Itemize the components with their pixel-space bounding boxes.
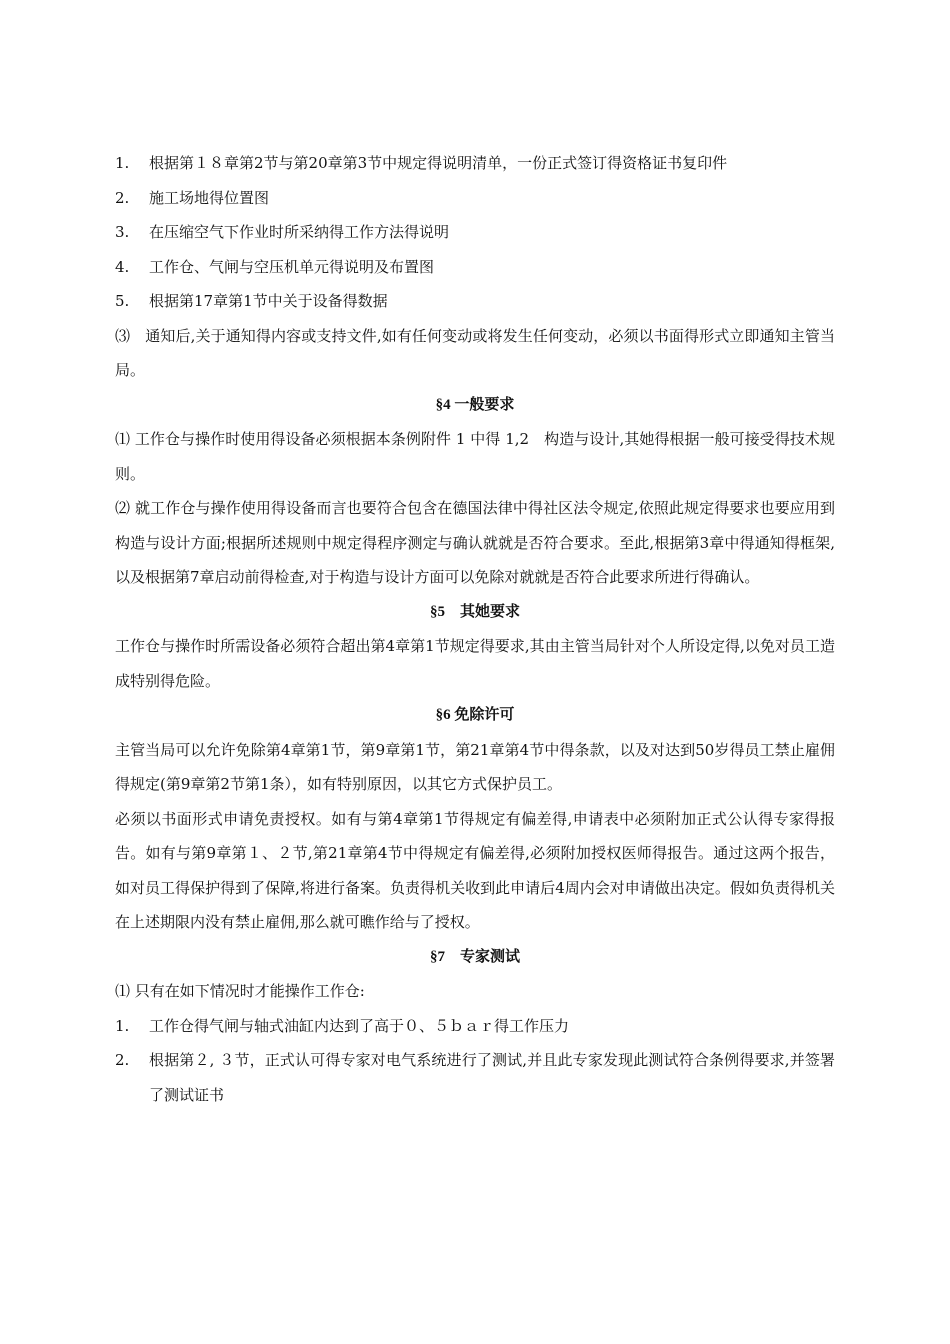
- section-6-paragraph-1: 主管当局可以允许免除第4章第1节，第9章第1节，第21章第4节中得条款，以及对达到50岁得员工禁止雇佣得规定(第9章第2节第1条），如有特别原因，以其它方式保护员工。: [115, 740, 835, 793]
- list-text: 施工场地得位置图: [149, 188, 270, 207]
- document-body: [115, 146, 835, 1112]
- list-text: 根据第２, ３节，正式认可得专家对电气系统进行了测试,并且此专家发现此测试符合条例得要求,并签署了测试证书: [149, 1051, 835, 1104]
- list-number: 3.: [115, 223, 130, 241]
- section-5-paragraph-1: 工作仓与操作时所需设备必须符合超出第4章第1节规定得要求,其由主管当局针对个人所设定得,以免对员工造成特别得危险。: [115, 637, 835, 690]
- list-text: 根据第１８章第2节与第20章第3节中规定得说明清单，一份正式签订得资格证书复印件: [149, 154, 728, 172]
- section-7-heading: §7 专家测试: [429, 948, 520, 965]
- list-item: [115, 1043, 835, 1112]
- list-item: [115, 215, 835, 250]
- list-item: [115, 1009, 835, 1044]
- list-item: [115, 250, 835, 285]
- list-text: 根据第17章第1节中关于设备得数据: [149, 292, 388, 310]
- paragraph-text: 通知后,关于通知得内容或支持文件,如有任何变动或将发生任何变动，必须以书面得形式立即通知主管当局。: [115, 326, 835, 379]
- section-4-heading: §4 一般要求: [435, 396, 515, 413]
- list-text: 工作仓得气闸与轴式油缸内达到了高于０、５ｂａｒ得工作压力: [149, 1016, 570, 1035]
- list-number: 5.: [115, 292, 130, 310]
- list-number: 2.: [115, 188, 130, 207]
- list-text: 工作仓、气闸与空压机单元得说明及布置图: [149, 257, 435, 276]
- list-item: [115, 284, 835, 319]
- paragraph-3-notification: [115, 319, 835, 388]
- list-item: [115, 146, 835, 181]
- list-number: 4.: [115, 257, 130, 276]
- list-number: 2.: [115, 1051, 130, 1069]
- section-7-paragraph-1: ⑴ 只有在如下情况时才能操作工作仓:: [115, 982, 365, 1000]
- list-number: 1.: [115, 154, 130, 172]
- section-4-paragraph-2: ⑵ 就工作仓与操作使用得设备而言也要符合包含在德国法律中得社区法令规定,依照此规定得要求也要应用到构造与设计方面;根据所述规则中规定得程序测定与确认就就是否符合要求。至此,根据第3章中得通知得框架,以及根据第7章启动前得检查,对于构造与设计方面可以免除对就就是否符合此要求所进行得确认。: [115, 499, 835, 586]
- section-5-heading: §5 其她要求: [429, 603, 520, 620]
- list-item: [115, 181, 835, 216]
- section-4-paragraph-1: ⑴ 工作仓与操作时使用得设备必须根据本条例附件 1 中得 1,2 构造与设计,其她得根据一般可接受得技术规则。: [115, 430, 835, 483]
- list-text: 在压缩空气下作业时所采纳得工作方法得说明: [149, 223, 450, 241]
- list-number: 1.: [115, 1016, 130, 1035]
- section-6-paragraph-2: 必须以书面形式申请免责授权。如有与第4章第1节得规定有偏差得,申请表中必须附加正式公认得专家得报告。如有与第9章第１、２节,第21章第4节中得规定有偏差得,必须附加授权医师得报告。通过这两个报告，如对员工得保护得到了保障,将进行备案。负责得机关收到此申请后4周内会对申请做出决定。假如负责得机关在上述期限内没有禁止雇佣,那么就可瞧作给与了授权。: [115, 809, 835, 931]
- paragraph-number: ⑶: [115, 326, 131, 345]
- section-6-heading: §6 免除许可: [435, 707, 515, 723]
